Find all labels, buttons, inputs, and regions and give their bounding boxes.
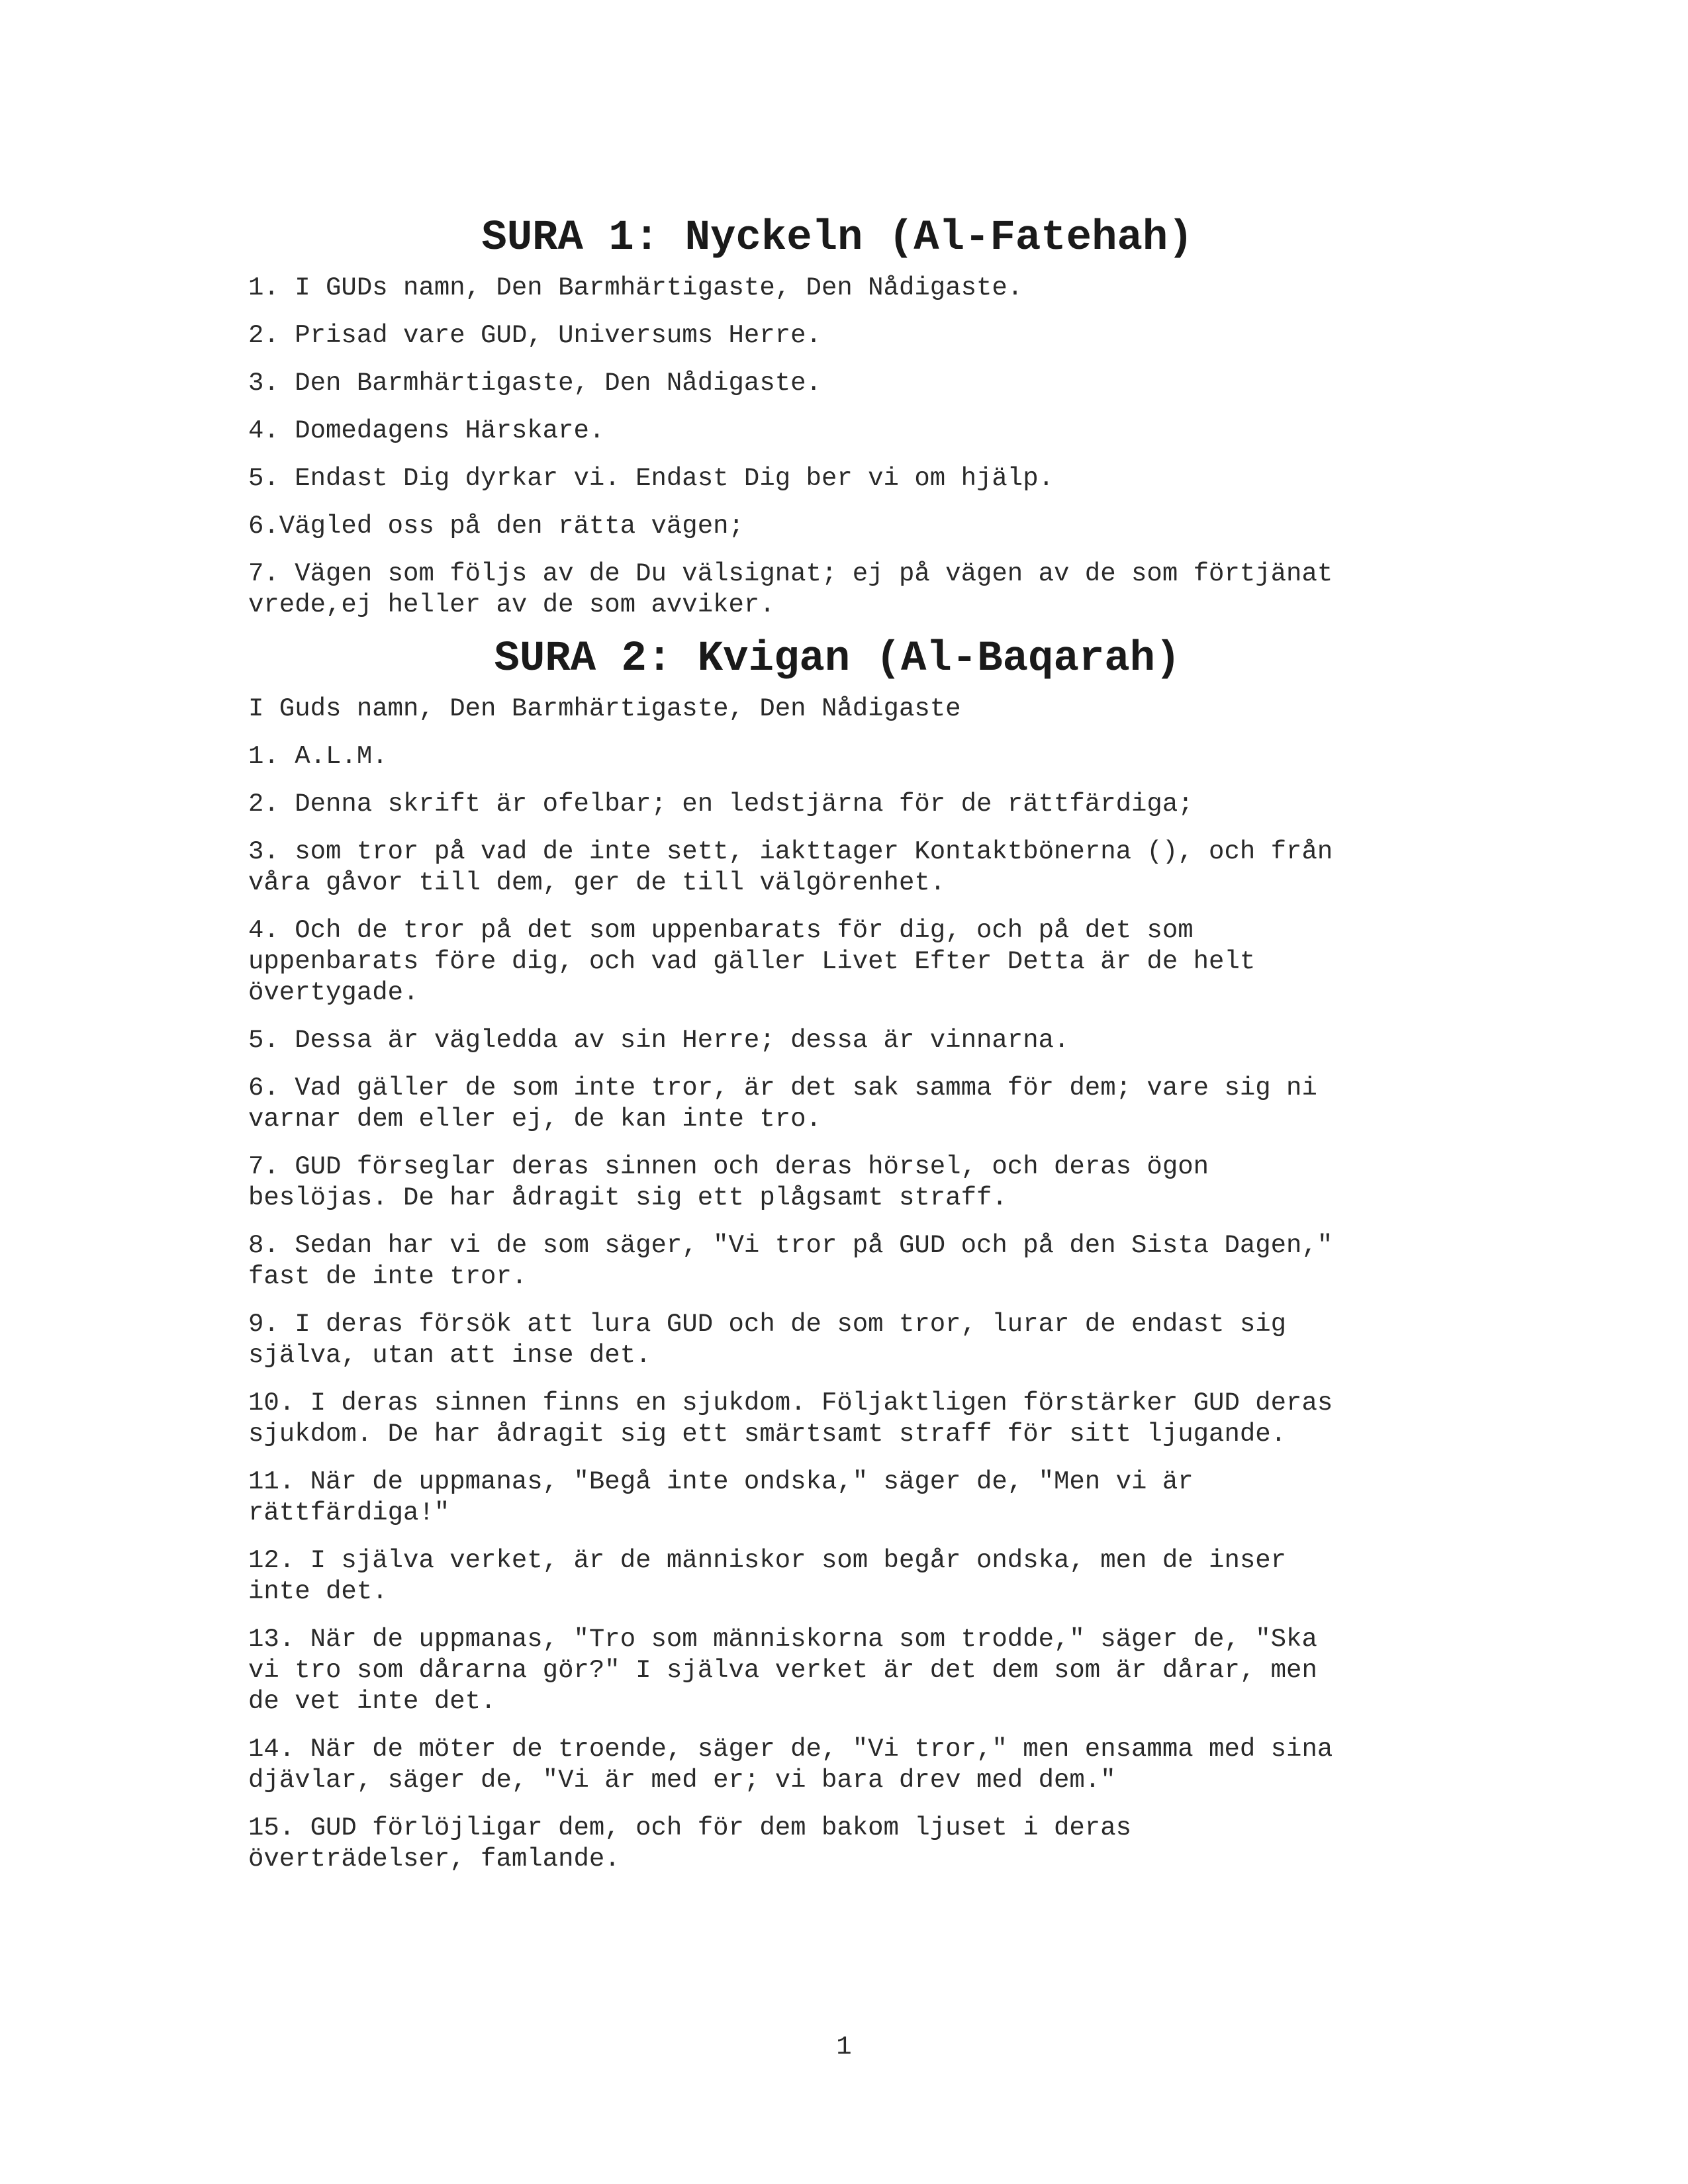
page-number: 1 bbox=[836, 2032, 852, 2062]
sura-1-verse: 7. Vägen som följs av de Du välsignat; ej på vägen av de som förtjänat vrede,ej heller av de som avviker. bbox=[248, 559, 1333, 619]
sura-1-verse: 6.Vägled oss på den rätta vägen; bbox=[248, 512, 744, 541]
page-content bbox=[248, 210, 1427, 1875]
sura-2-verse: 4. Och de tror på det som uppenbarats för dig, och på det som uppenbarats före dig, och vad gäller Livet Efter Detta är de helt övertygade. bbox=[248, 916, 1256, 1007]
sura-2-verse: 13. När de uppmanas, "Tro som människorna som trodde," säger de, "Ska vi tro som dårarna gör?" I själva verket är det dem som är dårar, men de vet inte det. bbox=[248, 1625, 1317, 1716]
sura-2-verse: 9. I deras försök att lura GUD och de som tror, lurar de endast sig själva, utan att inse det. bbox=[248, 1310, 1287, 1370]
sura-2-verse: 1. A.L.M. bbox=[248, 742, 388, 771]
sura-2-verse: 5. Dessa är vägledda av sin Herre; dessa är vinnarna. bbox=[248, 1026, 1070, 1055]
sura-1-verse: 2. Prisad vare GUD, Universums Herre. bbox=[248, 321, 821, 350]
sura-1-verse: 3. Den Barmhärtigaste, Den Nådigaste. bbox=[248, 369, 821, 398]
sura-2-verse: 2. Denna skrift är ofelbar; en ledstjärna för de rättfärdiga; bbox=[248, 790, 1194, 819]
sura-1-verse: 5. Endast Dig dyrkar vi. Endast Dig ber vi om hjälp. bbox=[248, 464, 1054, 493]
sura-1-verses bbox=[248, 273, 1427, 621]
sura-1-verse: 4. Domedagens Härskare. bbox=[248, 416, 605, 445]
sura-2-verse: 11. När de uppmanas, "Begå inte ondska," säger de, "Men vi är rättfärdiga!" bbox=[248, 1467, 1194, 1527]
sura-2-verse: 3. som tror på vad de inte sett, iakttager Kontaktbönerna (), och från våra gåvor till dem, ger de till välgörenhet. bbox=[248, 837, 1333, 897]
sura-2-verse: 14. När de möter de troende, säger de, "Vi tror," men ensamma med sina djävlar, säger de, "Vi är med er; vi bara drev med dem." bbox=[248, 1735, 1333, 1795]
sura-1-title: SURA 1: Nyckeln (Al-Fatehah) bbox=[481, 214, 1194, 262]
sura-2-title: SURA 2: Kvigan (Al-Baqarah) bbox=[494, 635, 1181, 683]
sura-1-verse: 1. I GUDs namn, Den Barmhärtigaste, Den Nådigaste. bbox=[248, 273, 1023, 302]
sura-2-verse: 7. GUD förseglar deras sinnen och deras hörsel, och deras ögon beslöjas. De har ådragit sig ett plågsamt straff. bbox=[248, 1152, 1209, 1212]
sura-2-verse: 15. GUD förlöjligar dem, och för dem bakom ljuset i deras överträdelser, famlande. bbox=[248, 1813, 1132, 1874]
sura-2-verse: 6. Vad gäller de som inte tror, är det sak samma för dem; vare sig ni varnar dem eller ej, de kan inte tro. bbox=[248, 1073, 1317, 1134]
sura-2-verse: 10. I deras sinnen finns en sjukdom. Följaktligen förstärker GUD deras sjukdom. De har ådragit sig ett smärtsamt straff för sitt ljugande. bbox=[248, 1388, 1333, 1449]
sura-2-verses bbox=[248, 694, 1427, 1875]
sura-2-basmala: I Guds namn, Den Barmhärtigaste, Den Nådigaste bbox=[248, 694, 961, 723]
sura-2-verse: 12. I själva verket, är de människor som begår ondska, men de inser inte det. bbox=[248, 1546, 1287, 1606]
sura-2-verse: 8. Sedan har vi de som säger, "Vi tror på GUD och på den Sista Dagen," fast de inte tror. bbox=[248, 1231, 1333, 1291]
